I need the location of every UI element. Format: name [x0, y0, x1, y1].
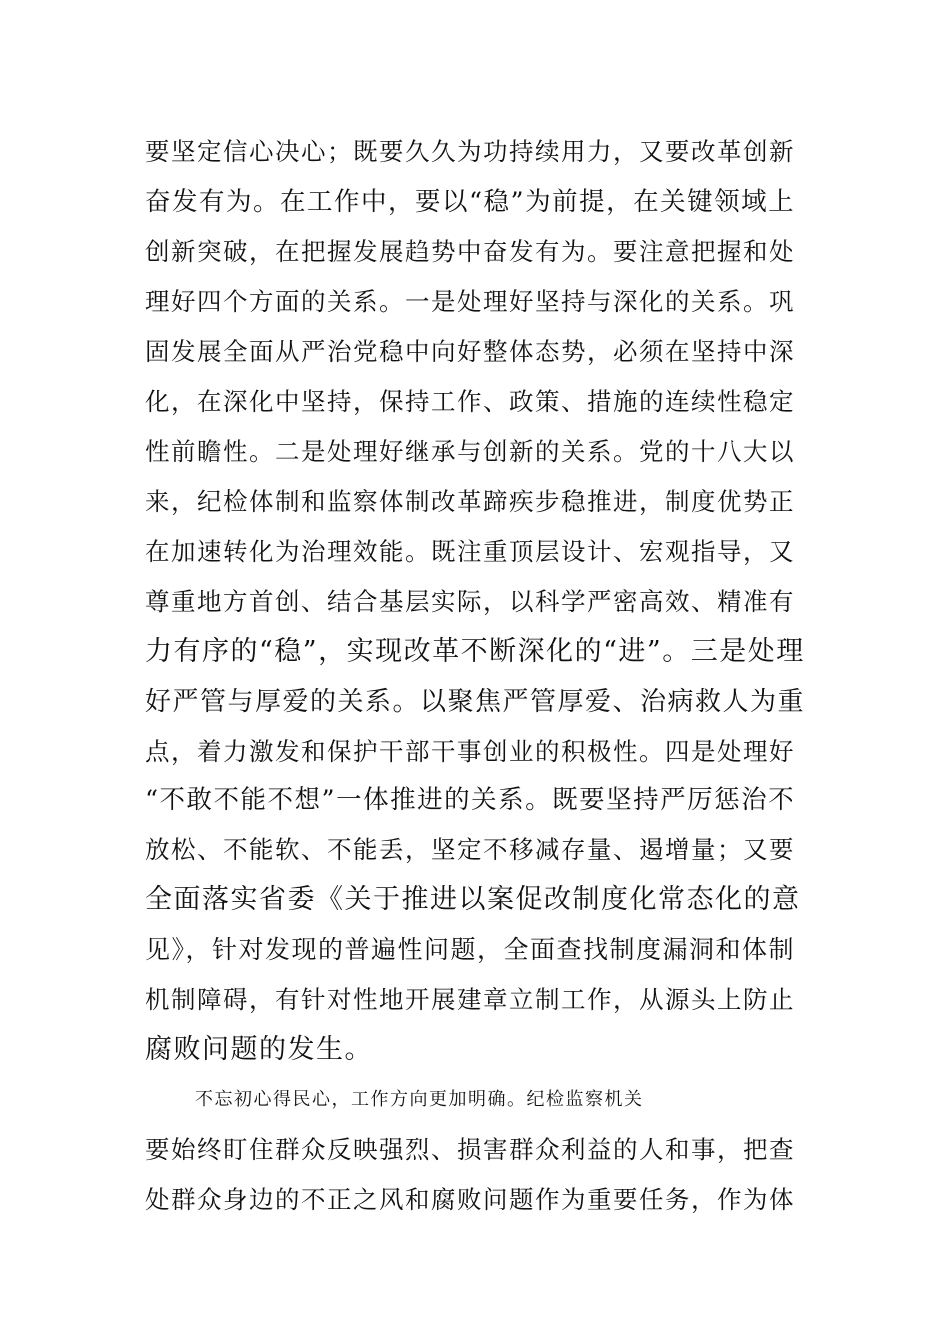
text-line: 创新突破，在把握发展趋势中奋发有为。要注意把握和处 — [145, 237, 795, 266]
text-line: 放松、不能软、不能丢，坚定不移减存量、遏增量；又要 — [145, 835, 795, 864]
text-line: “不敢不能不想”一体推进的关系。既要坚持严厉惩治不 — [145, 785, 796, 815]
text-line: 性前瞻性。二是处理好继承与创新的关系。党的十八大以 — [145, 437, 795, 466]
text-line: 来，纪检体制和监察体制改革蹄疾步稳推进，制度优势正 — [145, 487, 795, 516]
text-line: 要始终盯住群众反映强烈、损害群众利益的人和事，把查 — [145, 1135, 795, 1164]
text-line: 点，着力激发和保护干部干事创业的积极性。四是处理好 — [145, 737, 795, 766]
text-line: 要坚定信心决心；既要久久为功持续用力，又要改革创新 — [145, 137, 795, 166]
text-line: 好严管与厚爱的关系。以聚焦严管厚爱、治病救人为重 — [145, 687, 805, 717]
text-line: 见》，针对发现的普遍性问题，全面查找制度漏洞和体制 — [145, 935, 796, 964]
text-line: 处群众身边的不正之风和腐败问题作为重要任务，作为体 — [145, 1185, 795, 1214]
text-line: 机制障碍，有针对性地开展建章立制工作，从源头上防止 — [145, 985, 795, 1014]
text-line: 奋发有为。在工作中，要以“稳”为前提，在关键领域上 — [145, 187, 796, 217]
text-line: 固发展全面从严治党稳中向好整体态势，必须在坚持中深 — [145, 337, 795, 366]
text-line: 尊重地方首创、结合基层实际，以科学严密高效、精准有 — [145, 587, 795, 616]
text-line: 化，在深化中坚持，保持工作、政策、措施的连续性稳定 — [145, 387, 795, 416]
text-line: 理好四个方面的关系。一是处理好坚持与深化的关系。巩 — [145, 287, 795, 316]
text-line: 力有序的“稳”，实现改革不断深化的“进”。三是处理 — [145, 636, 805, 667]
text-line: 腐败问题的发生。 — [145, 1034, 373, 1065]
text-line: 在加速转化为治理效能。既注重顶层设计、宏观指导，又 — [145, 537, 795, 566]
paragraph-first-line: 不忘初心得民心，工作方向更加明确。纪检监察机关 — [195, 1089, 644, 1110]
text-line: 全面落实省委《关于推进以案促改制度化常态化的意 — [145, 884, 801, 915]
